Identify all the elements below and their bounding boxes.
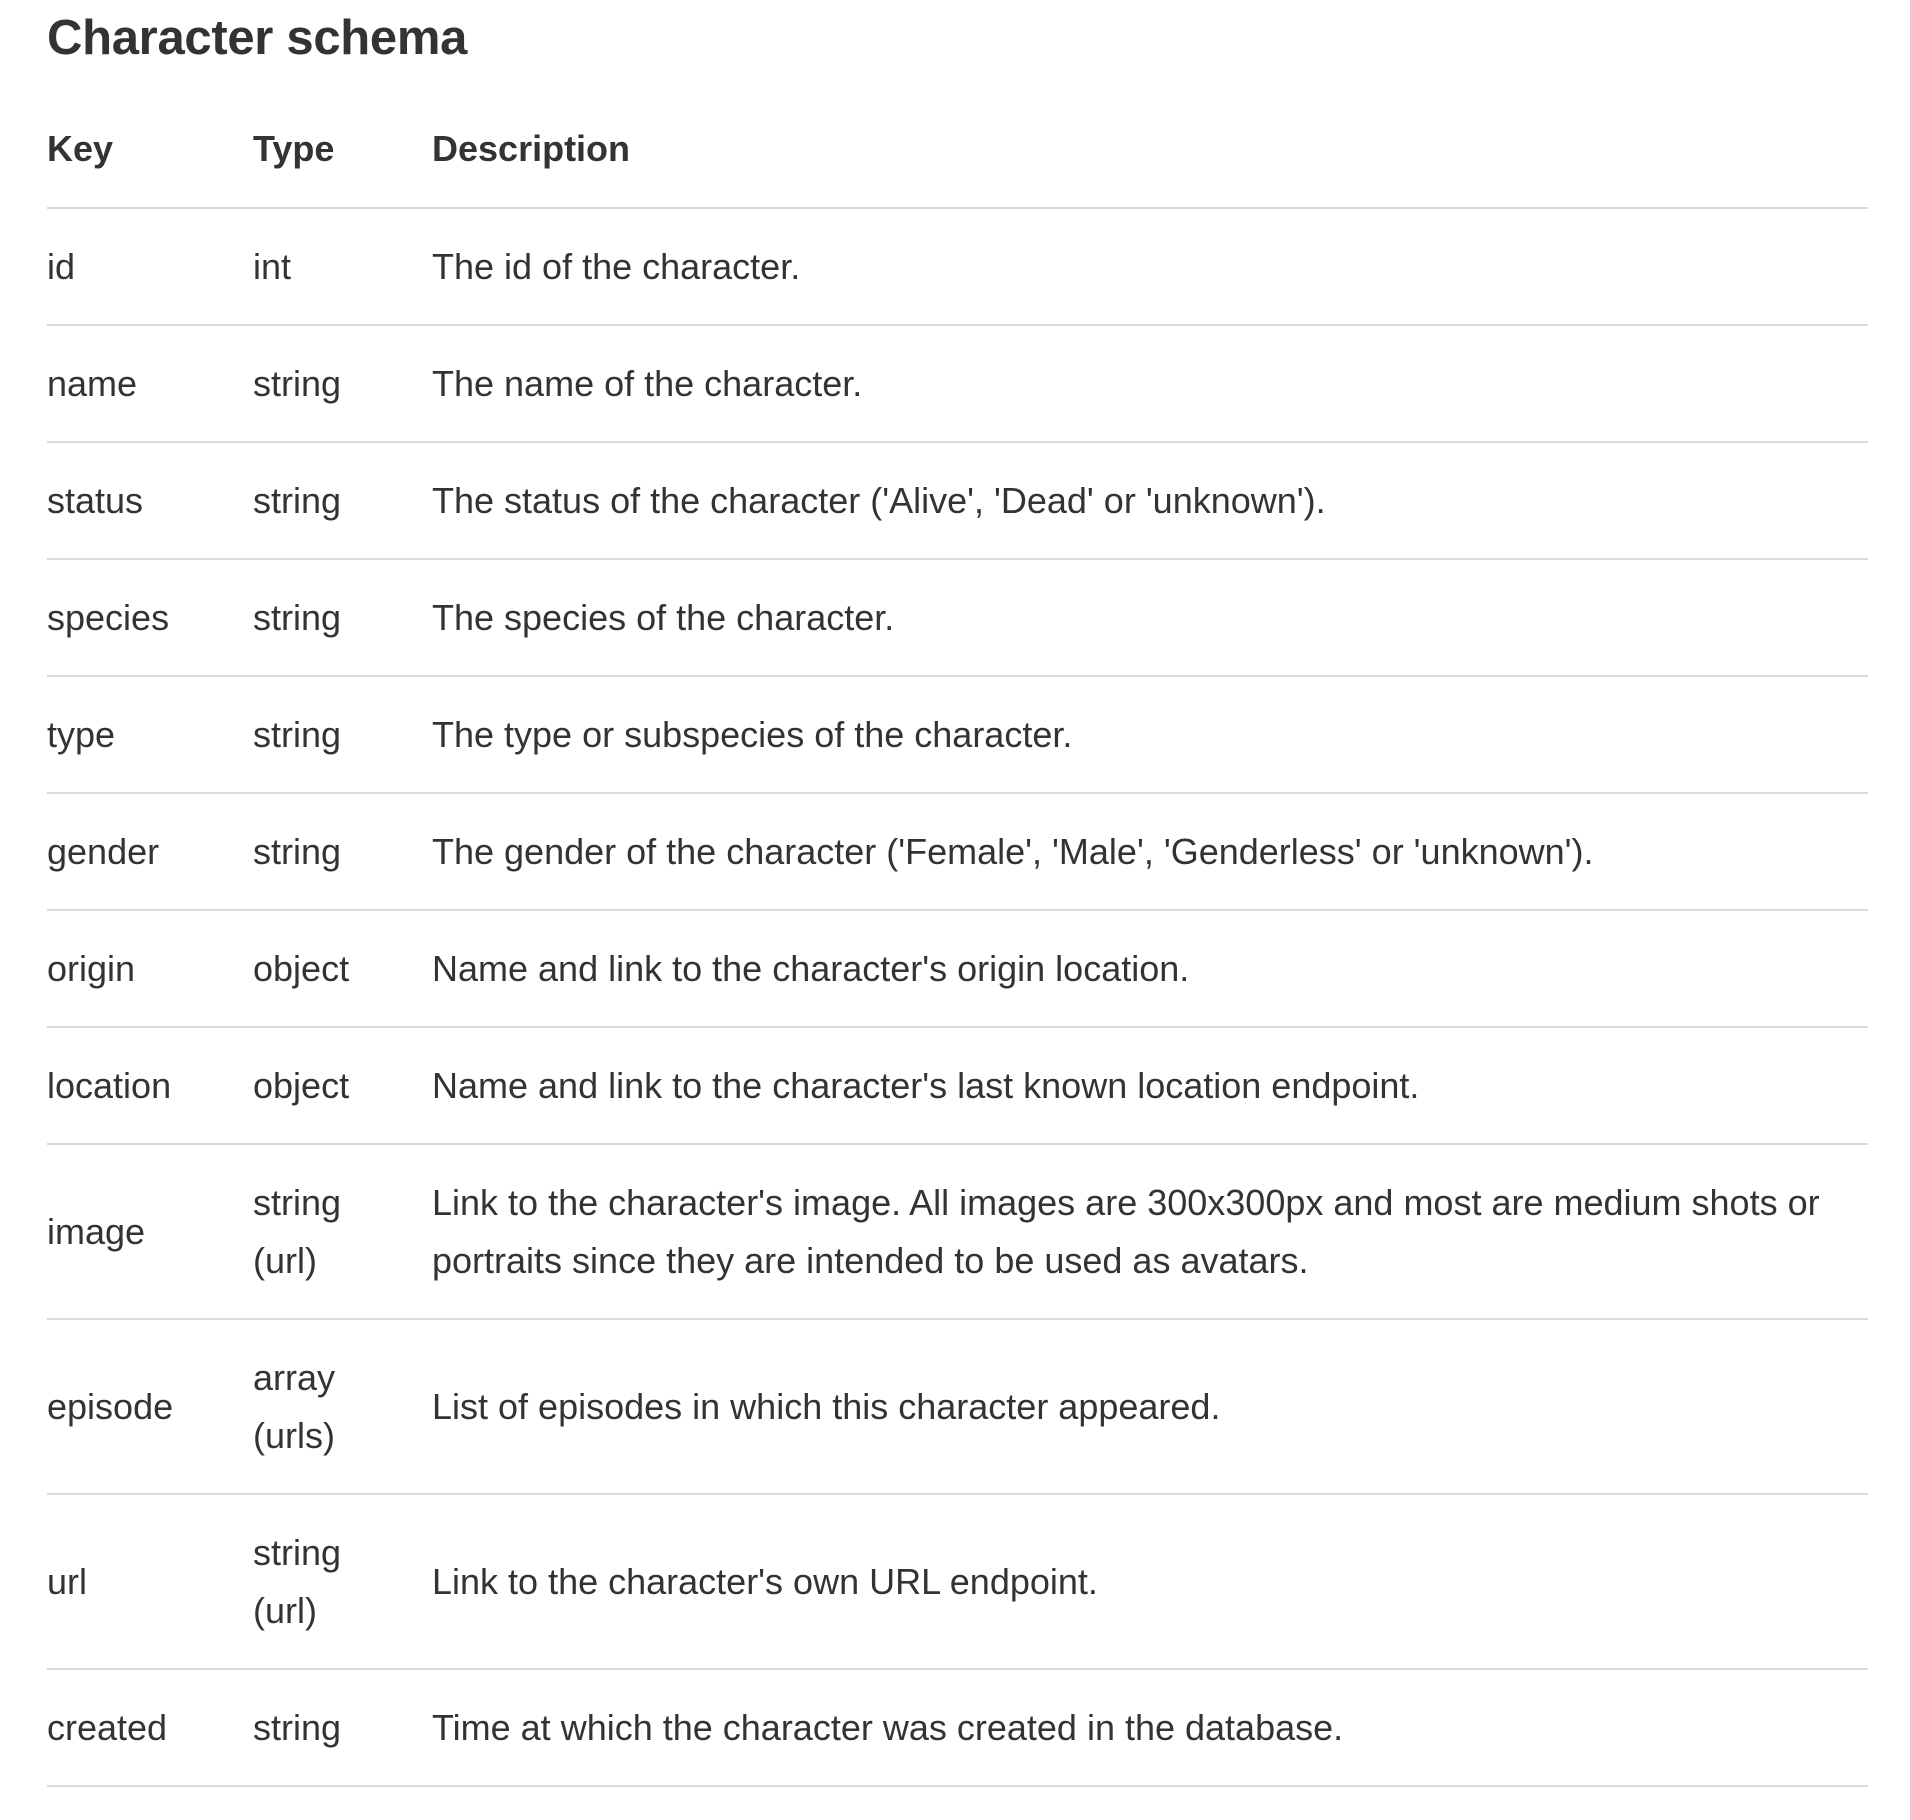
- table-row: [47, 793, 1868, 910]
- table-row: [47, 1144, 1868, 1319]
- field-description: The type or subspecies of the character.: [432, 676, 1868, 793]
- header-key: Key: [47, 90, 253, 208]
- field-type-line: string: [253, 713, 342, 755]
- field-key: id: [47, 208, 253, 325]
- field-key: species: [47, 559, 253, 676]
- field-type-line: string: [253, 479, 342, 521]
- table-row: [47, 559, 1868, 676]
- field-description: Time at which the character was created in the database.: [432, 1669, 1868, 1786]
- table-row: [47, 1319, 1868, 1494]
- field-type-line: object: [253, 1064, 350, 1106]
- schema-table: [47, 90, 1868, 1787]
- table-row: [47, 910, 1868, 1027]
- field-type: [253, 1319, 432, 1494]
- table-row: [47, 676, 1868, 793]
- field-description: Link to the character's image. All images are 300x300px and most are medium shots or portraits since they are intended to be used as avatars.: [432, 1144, 1868, 1319]
- field-type: [253, 676, 432, 793]
- field-type: [253, 208, 432, 325]
- table-row: [47, 325, 1868, 442]
- field-type-line: string: [253, 830, 342, 872]
- header-description: Description: [432, 90, 1868, 208]
- field-type-line: (url): [253, 1589, 317, 1631]
- field-type-line: string: [253, 1706, 342, 1748]
- field-type: [253, 1669, 432, 1786]
- field-key: episode: [47, 1319, 253, 1494]
- field-type-line: (url): [253, 1239, 317, 1281]
- field-description: Name and link to the character's origin location.: [432, 910, 1868, 1027]
- field-key: gender: [47, 793, 253, 910]
- field-description: The status of the character ('Alive', 'Dead' or 'unknown').: [432, 442, 1868, 559]
- field-key: location: [47, 1027, 253, 1144]
- field-description: The id of the character.: [432, 208, 1868, 325]
- field-type-line: object: [253, 947, 350, 989]
- field-type: [253, 1144, 432, 1319]
- field-type: [253, 910, 432, 1027]
- table-row: [47, 1494, 1868, 1669]
- table-row: [47, 1027, 1868, 1144]
- field-key: name: [47, 325, 253, 442]
- table-body: [47, 208, 1868, 1786]
- field-type: [253, 559, 432, 676]
- field-type-line: string: [253, 362, 342, 404]
- field-type-line: (urls): [253, 1414, 335, 1456]
- table-header-row: [47, 90, 1868, 208]
- field-type-line: string: [253, 1531, 342, 1573]
- field-description: Name and link to the character's last known location endpoint.: [432, 1027, 1868, 1144]
- field-key: type: [47, 676, 253, 793]
- field-type: [253, 1027, 432, 1144]
- field-description: The gender of the character ('Female', 'Male', 'Genderless' or 'unknown').: [432, 793, 1868, 910]
- field-type-line: string: [253, 596, 342, 638]
- field-type-line: array: [253, 1356, 336, 1398]
- field-type-line: string: [253, 1181, 342, 1223]
- field-key: status: [47, 442, 253, 559]
- field-description: List of episodes in which this character appeared.: [432, 1319, 1868, 1494]
- header-type: Type: [253, 90, 432, 208]
- field-type: [253, 793, 432, 910]
- field-key: created: [47, 1669, 253, 1786]
- table-row: [47, 1669, 1868, 1786]
- field-key: origin: [47, 910, 253, 1027]
- field-key: image: [47, 1144, 253, 1319]
- field-description: Link to the character's own URL endpoint.: [432, 1494, 1868, 1669]
- field-type-line: int: [253, 245, 292, 287]
- field-description: The species of the character.: [432, 559, 1868, 676]
- table-row: [47, 208, 1868, 325]
- field-type: [253, 1494, 432, 1669]
- field-type: [253, 325, 432, 442]
- page-title: Character schema: [47, 11, 468, 65]
- table-row: [47, 442, 1868, 559]
- field-description: The name of the character.: [432, 325, 1868, 442]
- field-type: [253, 442, 432, 559]
- field-key: url: [47, 1494, 253, 1669]
